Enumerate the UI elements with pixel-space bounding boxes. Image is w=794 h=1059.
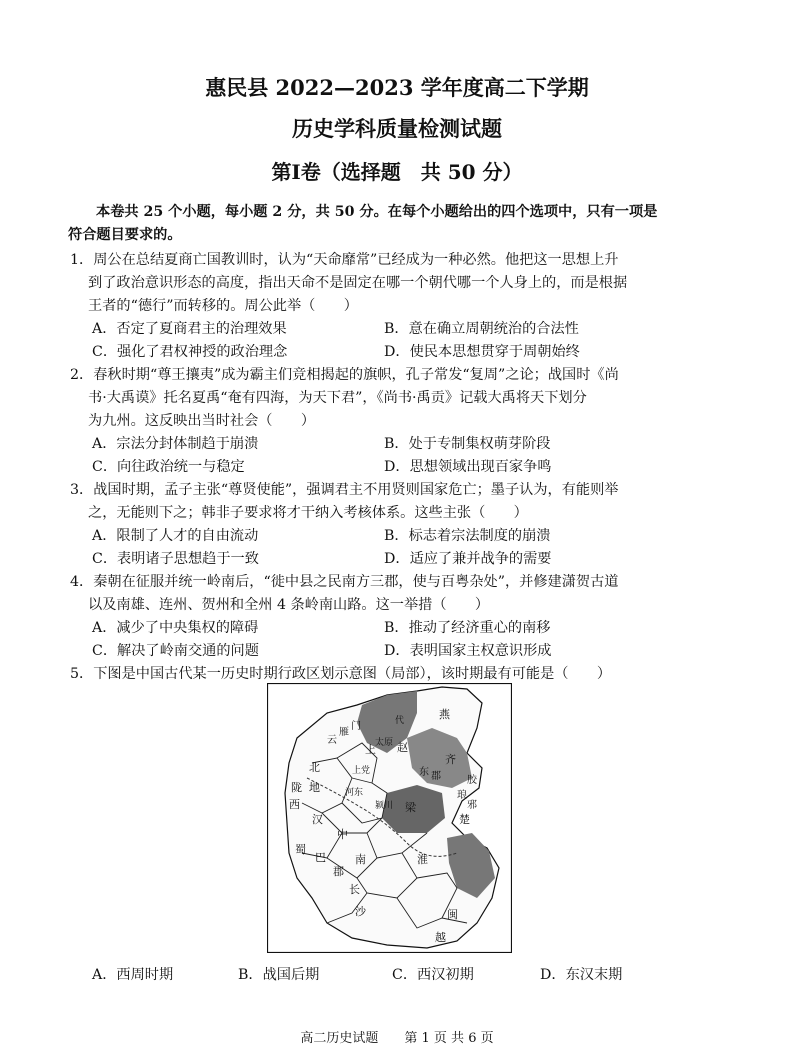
question-1-line2: 到了政治意识形态的高度，指出天命不是固定在哪一个朝代哪一个人身上的，而是根据 — [88, 275, 628, 291]
question-3-line1: 3．战国时期，孟子主张“尊贤使能”，强调君主不用贤则国家危亡；墨子认为，有能则举 — [70, 482, 619, 498]
map-label-lang: 琅 — [457, 790, 467, 801]
question-1-option-a: A．否定了夏商君主的治理效果 — [92, 321, 287, 337]
question-5-option-b: B．战国后期 — [238, 967, 320, 983]
map-label-min: 闽 — [447, 908, 458, 921]
map-label-han: 汉 — [312, 813, 323, 826]
question-1-line1: 1．周公在总结夏商亡国教训时，认为“天命靡常”已经成为一种必然。他把这一思想上升 — [70, 252, 619, 268]
question-5-option-a: A．西周时期 — [92, 967, 174, 983]
map-label-ba: 巴 — [315, 851, 326, 864]
map-label-yan: 燕 — [439, 708, 450, 721]
question-3-option-b: B．标志着宗法制度的崩溃 — [384, 528, 551, 544]
map-label-chang: 长 — [349, 883, 360, 896]
map-label-yun: 云 — [327, 735, 337, 746]
map-label-bei: 北 — [309, 761, 320, 774]
instructions-line1: 本卷共 25 个小题，每小题 2 分，共 50 分。在每个小题给出的四个选项中，只有一项是 — [96, 204, 658, 220]
question-2-line1: 2．春秋时期“尊王攘夷”成为霸主们竞相揭起的旗帜，孔子常发“复周”之论；战国时《尚 — [70, 367, 619, 383]
question-4-option-b: B．推动了经济重心的南移 — [384, 620, 551, 636]
question-1-line3: 王者的“德行”而转移的。周公此举（ ） — [88, 298, 358, 314]
question-5-option-d: D．东汉末期 — [540, 967, 623, 983]
map-label-yue: 越 — [435, 931, 446, 944]
map-label-jun: 郡 — [333, 865, 344, 878]
question-1-option-c: C．强化了君权神授的政治理念 — [92, 344, 288, 360]
map-label-zhong: 中 — [337, 828, 348, 841]
question-3-option-d: D．适应了兼并战争的需要 — [384, 551, 552, 567]
map-label-long: 陇 — [291, 781, 302, 794]
question-2-option-c: C．向往政治统一与稳定 — [92, 459, 245, 475]
map-figure — [267, 683, 512, 953]
map-label-chu: 楚 — [459, 813, 470, 826]
map-label-shangdang: 上党 — [352, 766, 371, 776]
question-2-option-d: D．思想领域出现百家争鸣 — [384, 459, 552, 475]
question-2-option-a: A．宗法分封体制趋于崩溃 — [92, 436, 259, 452]
question-5-line1: 5．下图是中国古代某一历史时期行政区划示意图（局部），该时期最有可能是（ ） — [70, 666, 612, 682]
map-label-taiyuan: 太原 — [375, 738, 394, 748]
question-3-option-a: A．限制了人才的自由流动 — [92, 528, 259, 544]
map-label-hedong: 河东 — [345, 788, 364, 798]
question-4-option-d: D．表明国家主权意识形成 — [384, 643, 552, 659]
map-label-dong: 东 — [419, 767, 429, 778]
map-label-ya: 邪 — [467, 800, 477, 811]
map-label-zhao: 赵 — [397, 741, 408, 754]
question-3-line2: 之，无能则下之；韩非子要求将才干纳入考核体系。这些主张（ ） — [88, 505, 528, 521]
map-label-shu: 蜀 — [295, 843, 306, 856]
question-5-option-c: C．西汉初期 — [392, 967, 474, 983]
map-label-yingchuan: 颍川 — [375, 801, 394, 811]
page-footer: 高二历史试题 第 1 页 共 6 页 — [300, 1031, 494, 1046]
question-4-line1: 4．秦朝在征服并统一岭南后，“徙中县之民南方三郡，使与百粤杂处”，并修建潇贺古道 — [70, 574, 619, 590]
question-2-line3: 为九州。这反映出当时社会（ ） — [88, 413, 316, 429]
map-label-xi: 西 — [289, 798, 300, 811]
map-label-sha: 沙 — [355, 905, 366, 918]
exam-title-line2: 历史学科质量检测试题 — [292, 116, 502, 141]
question-2-line2: 书·大禹谟》托名夏禹“奄有四海，为天下君”，《尚书·禹贡》记载大禹将天下划分 — [88, 390, 587, 406]
map-label-nan: 南 — [355, 853, 366, 866]
instructions-line2: 符合题目要求的。 — [68, 227, 182, 243]
map-label-dai: 代 — [395, 716, 405, 726]
map-label-jun2: 郡 — [431, 771, 441, 782]
question-4-option-a: A．减少了中央集权的障碍 — [92, 620, 259, 636]
question-1-option-b: B．意在确立周朝统治的合法性 — [384, 321, 579, 337]
map-label-jiao: 胶 — [467, 775, 477, 786]
question-1-option-d: D．使民本思想贯穿于周朝始终 — [384, 344, 580, 360]
question-2-option-b: B．处于专制集权萌芽阶段 — [384, 436, 551, 452]
question-4-line2: 以及南雄、连州、贺州和全州 4 条岭南山路。这一举措（ ） — [88, 597, 490, 613]
map-label-qi: 齐 — [445, 753, 456, 766]
map-label-men: 门 — [351, 721, 361, 732]
map-label-huai: 淮 — [417, 853, 428, 866]
historical-map — [267, 683, 512, 953]
question-3-option-c: C．表明诸子思想趋于一致 — [92, 551, 259, 567]
map-label-shang: 上 — [365, 743, 376, 756]
exam-title-line1: 惠民县 2022—2023 学年度高二下学期 — [205, 75, 589, 100]
section-title: 第Ⅰ卷（选择题 共 50 分） — [271, 160, 523, 184]
map-label-di: 地 — [309, 781, 320, 794]
map-label-yan2: 雁 — [339, 727, 349, 738]
map-label-liang: 梁 — [405, 801, 416, 814]
question-4-option-c: C．解决了岭南交通的问题 — [92, 643, 259, 659]
